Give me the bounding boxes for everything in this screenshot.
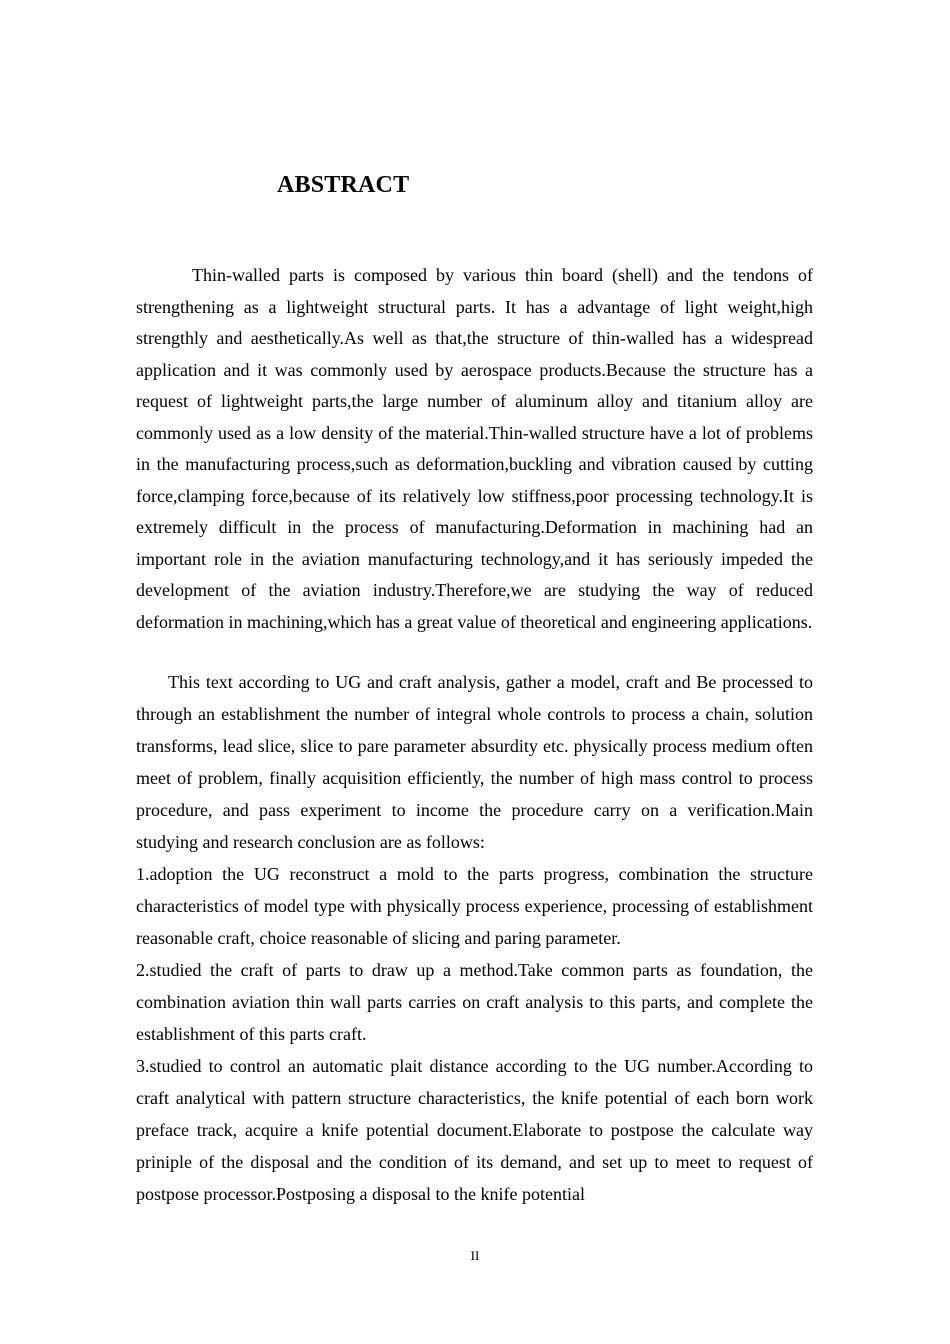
- conclusion-item-2: 2.studied the craft of parts to draw up a method.Take common parts as foundation, the combination aviation thin wall parts carries on craft analysis to this parts, and complete the establishment of this parts craft.: [136, 960, 813, 1044]
- abstract-paragraph-1: Thin-walled parts is composed by various thin board (shell) and the tendons of strengthening as a lightweight structural parts. It has a advantage of light weight,high strengthly and aesthetically.As well as that,the structure of thin-walled has a widespread application and it was commonly used by aerospace products.Because the structure has a request of lightweight parts,the large number of aluminum alloy and titanium alloy are commonly used as a low density of the material.Thin-walled structure have a lot of problems in the manufacturing process,such as deformation,buckling and vibration caused by cutting force,clamping force,because of its relatively low stiffness,poor processing technology.It is extremely difficult in the process of manufacturing.Deformation in machining had an important role in the aviation manufacturing technology,and it has seriously impeded the development of the aviation industry.Therefore,we are studying the way of reduced deformation in machining,which has a great value of theoretical and engineering applications.: [136, 265, 813, 632]
- conclusion-item-1: 1.adoption the UG reconstruct a mold to the parts progress, combination the structure characteristics of model type with physically process experience, processing of establishment reasonable craft, choice reasonable of slicing and paring parameter.: [136, 864, 813, 948]
- conclusion-item-3: 3.studied to control an automatic plait distance according to the UG number.According to craft analytical with pattern structure characteristics, the knife potential of each born work preface track, acquire a knife potential document.Elaborate to postpose the calculate way priniple of the disposal and the condition of its demand, and set up to meet to request of postpose processor.Postposing a disposal to the knife potential: [136, 1056, 813, 1204]
- abstract-heading: ABSTRACT: [277, 172, 410, 198]
- page-number: II: [470, 1248, 480, 1263]
- abstract-paragraph-2: This text according to UG and craft analysis, gather a model, craft and Be processed to through an establishment the number of integral whole controls to process a chain, solution transforms, lead slice, slice to pare parameter absurdity etc. physically process medium often meet of problem, finally acquisition efficiently, the number of high mass control to process procedure, and pass experiment to income the procedure carry on a verification.Main studying and research conclusion are as follows:: [136, 672, 813, 852]
